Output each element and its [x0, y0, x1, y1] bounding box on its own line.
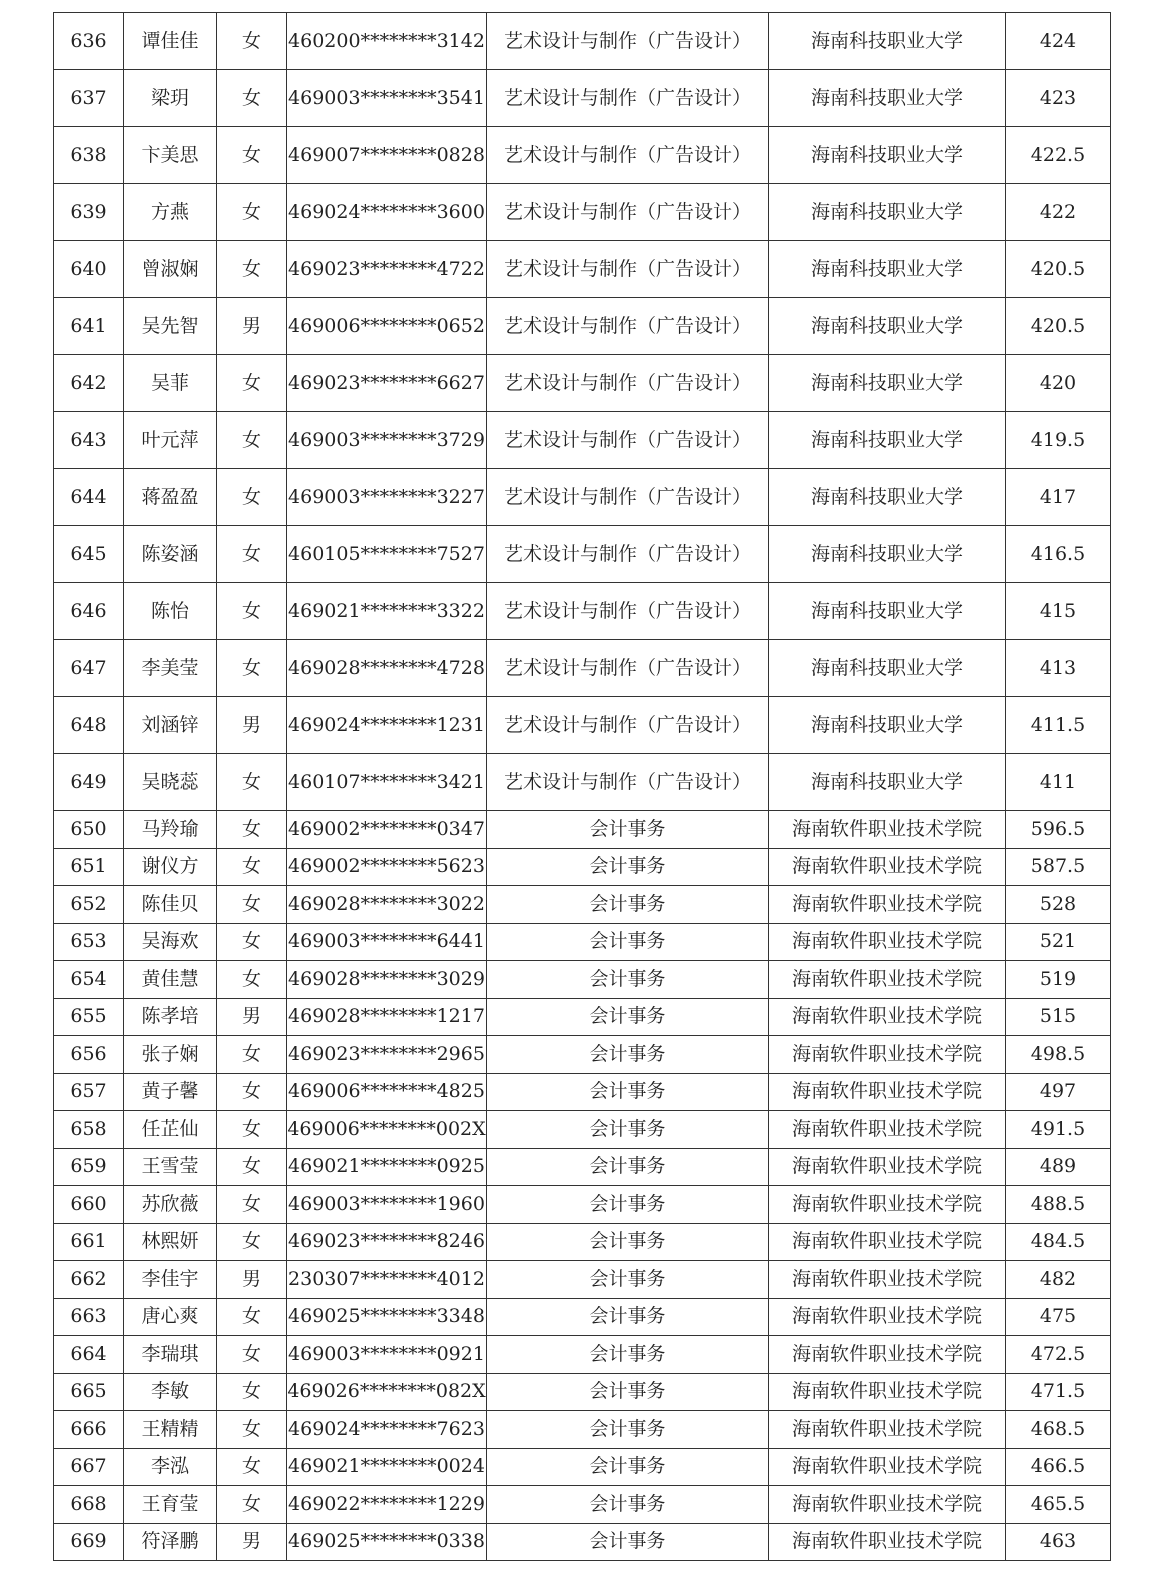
table-row	[54, 241, 1111, 298]
id-number-cell: 460200********3142	[287, 13, 487, 70]
table-row	[54, 469, 1111, 526]
name-cell: 张子娴	[124, 1036, 217, 1074]
table-row	[54, 1411, 1111, 1449]
id-number-cell: 469003********0921	[287, 1336, 487, 1374]
gender-cell: 女	[217, 241, 287, 298]
score-cell: 424	[1006, 13, 1111, 70]
row-number-cell: 648	[54, 697, 124, 754]
row-number-cell: 643	[54, 412, 124, 469]
table-row	[54, 640, 1111, 697]
row-number-cell: 642	[54, 355, 124, 412]
school-cell: 海南软件职业技术学院	[769, 811, 1006, 849]
id-number-cell: 469025********3348	[287, 1298, 487, 1336]
id-number-cell: 469028********4728	[287, 640, 487, 697]
score-cell: 465.5	[1006, 1486, 1111, 1524]
score-cell: 521	[1006, 923, 1111, 961]
gender-cell: 女	[217, 1223, 287, 1261]
id-number-cell: 469028********3029	[287, 961, 487, 999]
score-cell: 475	[1006, 1298, 1111, 1336]
school-cell: 海南科技职业大学	[769, 640, 1006, 697]
table-row	[54, 1073, 1111, 1111]
id-number-cell: 460107********3421	[287, 754, 487, 811]
major-cell: 艺术设计与制作（广告设计）	[487, 526, 769, 583]
name-cell: 曾淑娴	[124, 241, 217, 298]
name-cell: 李瑞琪	[124, 1336, 217, 1374]
id-number-cell: 469002********5623	[287, 848, 487, 886]
id-number-cell: 469006********002X	[287, 1111, 487, 1149]
id-number-cell: 469003********3227	[287, 469, 487, 526]
id-number-cell: 469023********6627	[287, 355, 487, 412]
school-cell: 海南软件职业技术学院	[769, 1448, 1006, 1486]
gender-cell: 男	[217, 1523, 287, 1561]
name-cell: 唐心爽	[124, 1298, 217, 1336]
score-cell: 587.5	[1006, 848, 1111, 886]
name-cell: 苏欣薇	[124, 1186, 217, 1224]
school-cell: 海南软件职业技术学院	[769, 1223, 1006, 1261]
school-cell: 海南软件职业技术学院	[769, 1411, 1006, 1449]
row-number-cell: 656	[54, 1036, 124, 1074]
row-number-cell: 669	[54, 1523, 124, 1561]
table-row	[54, 13, 1111, 70]
name-cell: 谢仪方	[124, 848, 217, 886]
name-cell: 李敏	[124, 1373, 217, 1411]
table-row	[54, 886, 1111, 924]
row-number-cell: 663	[54, 1298, 124, 1336]
major-cell: 艺术设计与制作（广告设计）	[487, 241, 769, 298]
school-cell: 海南科技职业大学	[769, 754, 1006, 811]
row-number-cell: 652	[54, 886, 124, 924]
gender-cell: 女	[217, 754, 287, 811]
id-number-cell: 469024********3600	[287, 184, 487, 241]
id-number-cell: 469003********1960	[287, 1186, 487, 1224]
score-cell: 417	[1006, 469, 1111, 526]
score-cell: 466.5	[1006, 1448, 1111, 1486]
major-cell: 会计事务	[487, 961, 769, 999]
name-cell: 陈佳贝	[124, 886, 217, 924]
major-cell: 会计事务	[487, 848, 769, 886]
gender-cell: 女	[217, 848, 287, 886]
school-cell: 海南软件职业技术学院	[769, 1261, 1006, 1299]
gender-cell: 女	[217, 1373, 287, 1411]
major-cell: 会计事务	[487, 1073, 769, 1111]
name-cell: 叶元萍	[124, 412, 217, 469]
major-cell: 会计事务	[487, 1223, 769, 1261]
name-cell: 李佳宇	[124, 1261, 217, 1299]
score-cell: 491.5	[1006, 1111, 1111, 1149]
id-number-cell: 469023********8246	[287, 1223, 487, 1261]
school-cell: 海南科技职业大学	[769, 583, 1006, 640]
major-cell: 会计事务	[487, 1523, 769, 1561]
gender-cell: 女	[217, 469, 287, 526]
name-cell: 陈怡	[124, 583, 217, 640]
score-cell: 420.5	[1006, 298, 1111, 355]
row-number-cell: 645	[54, 526, 124, 583]
row-number-cell: 668	[54, 1486, 124, 1524]
id-number-cell: 469006********4825	[287, 1073, 487, 1111]
major-cell: 艺术设计与制作（广告设计）	[487, 412, 769, 469]
table-row	[54, 1148, 1111, 1186]
score-cell: 498.5	[1006, 1036, 1111, 1074]
score-cell: 423	[1006, 70, 1111, 127]
major-cell: 艺术设计与制作（广告设计）	[487, 640, 769, 697]
id-number-cell: 469024********1231	[287, 697, 487, 754]
name-cell: 王雪莹	[124, 1148, 217, 1186]
gender-cell: 女	[217, 1036, 287, 1074]
school-cell: 海南软件职业技术学院	[769, 886, 1006, 924]
row-number-cell: 649	[54, 754, 124, 811]
id-number-cell: 469022********1229	[287, 1486, 487, 1524]
admission-list-table	[53, 12, 1111, 1561]
gender-cell: 女	[217, 583, 287, 640]
name-cell: 李泓	[124, 1448, 217, 1486]
gender-cell: 女	[217, 1448, 287, 1486]
school-cell: 海南软件职业技术学院	[769, 998, 1006, 1036]
gender-cell: 女	[217, 412, 287, 469]
table-body	[54, 13, 1111, 1561]
major-cell: 艺术设计与制作（广告设计）	[487, 697, 769, 754]
name-cell: 吴海欢	[124, 923, 217, 961]
table-row	[54, 923, 1111, 961]
major-cell: 会计事务	[487, 811, 769, 849]
table-row	[54, 1261, 1111, 1299]
row-number-cell: 647	[54, 640, 124, 697]
school-cell: 海南科技职业大学	[769, 13, 1006, 70]
major-cell: 艺术设计与制作（广告设计）	[487, 355, 769, 412]
id-number-cell: 469023********4722	[287, 241, 487, 298]
id-number-cell: 469021********0024	[287, 1448, 487, 1486]
major-cell: 艺术设计与制作（广告设计）	[487, 469, 769, 526]
id-number-cell: 469003********3729	[287, 412, 487, 469]
row-number-cell: 641	[54, 298, 124, 355]
row-number-cell: 664	[54, 1336, 124, 1374]
table-row	[54, 526, 1111, 583]
id-number-cell: 469028********3022	[287, 886, 487, 924]
gender-cell: 女	[217, 1298, 287, 1336]
major-cell: 艺术设计与制作（广告设计）	[487, 13, 769, 70]
major-cell: 会计事务	[487, 1261, 769, 1299]
table-row	[54, 1111, 1111, 1149]
row-number-cell: 654	[54, 961, 124, 999]
row-number-cell: 636	[54, 13, 124, 70]
name-cell: 符泽鹏	[124, 1523, 217, 1561]
score-cell: 420	[1006, 355, 1111, 412]
gender-cell: 女	[217, 526, 287, 583]
school-cell: 海南软件职业技术学院	[769, 961, 1006, 999]
school-cell: 海南软件职业技术学院	[769, 1148, 1006, 1186]
table-row	[54, 998, 1111, 1036]
major-cell: 会计事务	[487, 1186, 769, 1224]
table-row	[54, 1448, 1111, 1486]
score-cell: 420.5	[1006, 241, 1111, 298]
id-number-cell: 469026********082X	[287, 1373, 487, 1411]
major-cell: 艺术设计与制作（广告设计）	[487, 127, 769, 184]
gender-cell: 女	[217, 1148, 287, 1186]
school-cell: 海南软件职业技术学院	[769, 1186, 1006, 1224]
gender-cell: 女	[217, 1486, 287, 1524]
row-number-cell: 644	[54, 469, 124, 526]
gender-cell: 男	[217, 998, 287, 1036]
row-number-cell: 650	[54, 811, 124, 849]
name-cell: 陈孝培	[124, 998, 217, 1036]
score-cell: 596.5	[1006, 811, 1111, 849]
score-cell: 415	[1006, 583, 1111, 640]
name-cell: 刘涵锌	[124, 697, 217, 754]
table-row	[54, 1036, 1111, 1074]
row-number-cell: 659	[54, 1148, 124, 1186]
id-number-cell: 469021********0925	[287, 1148, 487, 1186]
row-number-cell: 655	[54, 998, 124, 1036]
row-number-cell: 638	[54, 127, 124, 184]
score-cell: 471.5	[1006, 1373, 1111, 1411]
major-cell: 会计事务	[487, 1486, 769, 1524]
gender-cell: 女	[217, 923, 287, 961]
score-cell: 413	[1006, 640, 1111, 697]
id-number-cell: 469021********3322	[287, 583, 487, 640]
name-cell: 卞美思	[124, 127, 217, 184]
table-row	[54, 811, 1111, 849]
gender-cell: 女	[217, 355, 287, 412]
table-row	[54, 697, 1111, 754]
table-row	[54, 412, 1111, 469]
score-cell: 489	[1006, 1148, 1111, 1186]
table-row	[54, 127, 1111, 184]
score-cell: 463	[1006, 1523, 1111, 1561]
school-cell: 海南软件职业技术学院	[769, 1373, 1006, 1411]
table-row	[54, 961, 1111, 999]
row-number-cell: 646	[54, 583, 124, 640]
name-cell: 陈姿涵	[124, 526, 217, 583]
row-number-cell: 662	[54, 1261, 124, 1299]
major-cell: 会计事务	[487, 886, 769, 924]
id-number-cell: 469002********0347	[287, 811, 487, 849]
gender-cell: 女	[217, 1336, 287, 1374]
school-cell: 海南科技职业大学	[769, 70, 1006, 127]
major-cell: 艺术设计与制作（广告设计）	[487, 184, 769, 241]
score-cell: 419.5	[1006, 412, 1111, 469]
score-cell: 482	[1006, 1261, 1111, 1299]
major-cell: 会计事务	[487, 1373, 769, 1411]
gender-cell: 女	[217, 1186, 287, 1224]
name-cell: 吴先智	[124, 298, 217, 355]
table-row	[54, 298, 1111, 355]
gender-cell: 女	[217, 184, 287, 241]
row-number-cell: 666	[54, 1411, 124, 1449]
school-cell: 海南软件职业技术学院	[769, 923, 1006, 961]
id-number-cell: 469007********0828	[287, 127, 487, 184]
school-cell: 海南软件职业技术学院	[769, 1336, 1006, 1374]
row-number-cell: 657	[54, 1073, 124, 1111]
gender-cell: 女	[217, 886, 287, 924]
score-cell: 422	[1006, 184, 1111, 241]
school-cell: 海南软件职业技术学院	[769, 848, 1006, 886]
major-cell: 艺术设计与制作（广告设计）	[487, 298, 769, 355]
name-cell: 王育莹	[124, 1486, 217, 1524]
table-row	[54, 70, 1111, 127]
score-cell: 416.5	[1006, 526, 1111, 583]
score-cell: 484.5	[1006, 1223, 1111, 1261]
name-cell: 吴菲	[124, 355, 217, 412]
name-cell: 林熙妍	[124, 1223, 217, 1261]
score-cell: 411	[1006, 754, 1111, 811]
school-cell: 海南软件职业技术学院	[769, 1523, 1006, 1561]
row-number-cell: 637	[54, 70, 124, 127]
id-number-cell: 469006********0652	[287, 298, 487, 355]
gender-cell: 女	[217, 13, 287, 70]
name-cell: 李美莹	[124, 640, 217, 697]
school-cell: 海南科技职业大学	[769, 298, 1006, 355]
table-row	[54, 583, 1111, 640]
gender-cell: 女	[217, 811, 287, 849]
major-cell: 艺术设计与制作（广告设计）	[487, 70, 769, 127]
row-number-cell: 667	[54, 1448, 124, 1486]
row-number-cell: 660	[54, 1186, 124, 1224]
major-cell: 艺术设计与制作（广告设计）	[487, 583, 769, 640]
row-number-cell: 665	[54, 1373, 124, 1411]
gender-cell: 女	[217, 1073, 287, 1111]
id-number-cell: 460105********7527	[287, 526, 487, 583]
score-cell: 497	[1006, 1073, 1111, 1111]
table-row	[54, 1298, 1111, 1336]
id-number-cell: 469025********0338	[287, 1523, 487, 1561]
score-cell: 468.5	[1006, 1411, 1111, 1449]
school-cell: 海南科技职业大学	[769, 469, 1006, 526]
name-cell: 吴晓蕊	[124, 754, 217, 811]
id-number-cell: 230307********4012	[287, 1261, 487, 1299]
school-cell: 海南软件职业技术学院	[769, 1073, 1006, 1111]
id-number-cell: 469003********3541	[287, 70, 487, 127]
school-cell: 海南科技职业大学	[769, 697, 1006, 754]
name-cell: 方燕	[124, 184, 217, 241]
major-cell: 艺术设计与制作（广告设计）	[487, 754, 769, 811]
school-cell: 海南科技职业大学	[769, 127, 1006, 184]
score-cell: 411.5	[1006, 697, 1111, 754]
score-cell: 422.5	[1006, 127, 1111, 184]
id-number-cell: 469028********1217	[287, 998, 487, 1036]
table-row	[54, 1186, 1111, 1224]
table-row	[54, 1223, 1111, 1261]
major-cell: 会计事务	[487, 1448, 769, 1486]
name-cell: 马羚瑜	[124, 811, 217, 849]
name-cell: 黄子馨	[124, 1073, 217, 1111]
school-cell: 海南软件职业技术学院	[769, 1298, 1006, 1336]
gender-cell: 男	[217, 298, 287, 355]
table-row	[54, 1336, 1111, 1374]
id-number-cell: 469003********6441	[287, 923, 487, 961]
score-cell: 519	[1006, 961, 1111, 999]
row-number-cell: 658	[54, 1111, 124, 1149]
table-row	[54, 754, 1111, 811]
major-cell: 会计事务	[487, 1148, 769, 1186]
row-number-cell: 651	[54, 848, 124, 886]
major-cell: 会计事务	[487, 1111, 769, 1149]
score-cell: 472.5	[1006, 1336, 1111, 1374]
major-cell: 会计事务	[487, 923, 769, 961]
major-cell: 会计事务	[487, 1411, 769, 1449]
name-cell: 黄佳慧	[124, 961, 217, 999]
gender-cell: 男	[217, 1261, 287, 1299]
gender-cell: 男	[217, 697, 287, 754]
table-row	[54, 355, 1111, 412]
school-cell: 海南软件职业技术学院	[769, 1036, 1006, 1074]
gender-cell: 女	[217, 961, 287, 999]
score-cell: 515	[1006, 998, 1111, 1036]
school-cell: 海南科技职业大学	[769, 355, 1006, 412]
school-cell: 海南科技职业大学	[769, 526, 1006, 583]
school-cell: 海南科技职业大学	[769, 184, 1006, 241]
table-row	[54, 848, 1111, 886]
gender-cell: 女	[217, 1111, 287, 1149]
name-cell: 蒋盈盈	[124, 469, 217, 526]
name-cell: 王精精	[124, 1411, 217, 1449]
table-row	[54, 1523, 1111, 1561]
id-number-cell: 469024********7623	[287, 1411, 487, 1449]
score-cell: 488.5	[1006, 1186, 1111, 1224]
table-row	[54, 1486, 1111, 1524]
major-cell: 会计事务	[487, 1298, 769, 1336]
school-cell: 海南科技职业大学	[769, 412, 1006, 469]
row-number-cell: 653	[54, 923, 124, 961]
score-cell: 528	[1006, 886, 1111, 924]
name-cell: 任芷仙	[124, 1111, 217, 1149]
gender-cell: 女	[217, 1411, 287, 1449]
name-cell: 谭佳佳	[124, 13, 217, 70]
id-number-cell: 469023********2965	[287, 1036, 487, 1074]
table-row	[54, 184, 1111, 241]
row-number-cell: 640	[54, 241, 124, 298]
row-number-cell: 639	[54, 184, 124, 241]
major-cell: 会计事务	[487, 1336, 769, 1374]
gender-cell: 女	[217, 127, 287, 184]
row-number-cell: 661	[54, 1223, 124, 1261]
table-row	[54, 1373, 1111, 1411]
gender-cell: 女	[217, 640, 287, 697]
gender-cell: 女	[217, 70, 287, 127]
school-cell: 海南软件职业技术学院	[769, 1486, 1006, 1524]
name-cell: 梁玥	[124, 70, 217, 127]
major-cell: 会计事务	[487, 1036, 769, 1074]
major-cell: 会计事务	[487, 998, 769, 1036]
school-cell: 海南软件职业技术学院	[769, 1111, 1006, 1149]
school-cell: 海南科技职业大学	[769, 241, 1006, 298]
